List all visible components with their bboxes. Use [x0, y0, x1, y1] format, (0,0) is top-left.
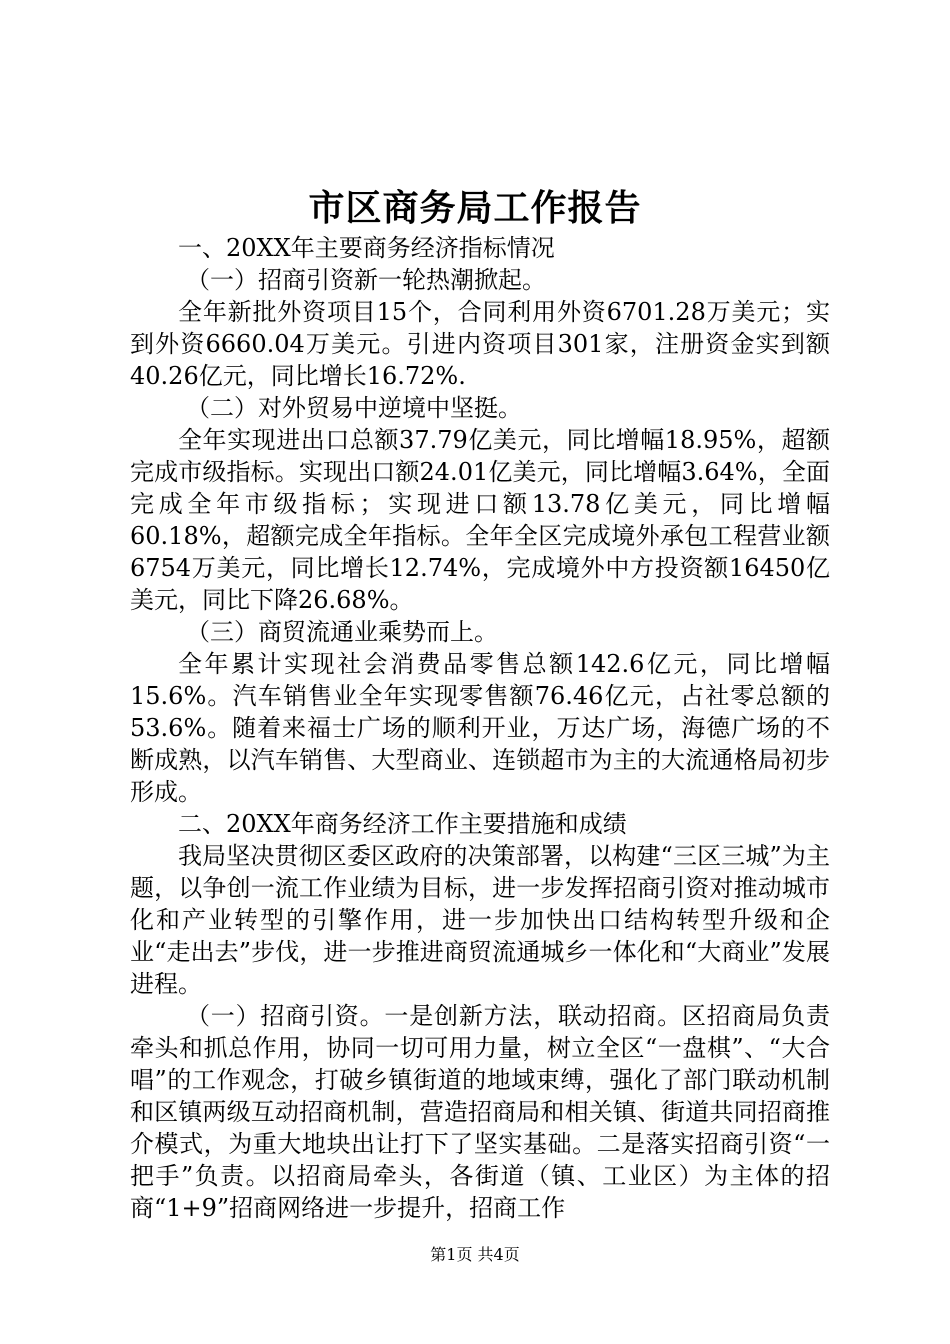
body-paragraph: （一）招商引资。一是创新方法，联动招商。区招商局负责牵头和抓总作用，协同一切可用力量，树立全区“一盘棋”、“大合唱”的工作观念，打破乡镇街道的地域束缚，强化了部门联动机制和区镇两级互动招商机制，营造招商局和相关镇、街道共同招商推介模式，为重大地块出让打下了坚实基础。二是落实招商引资“一把手”负责。以招商局牵头，各街道（镇、工业区）为主体的招商“1+9”招商网络进一步提升，招商工作 [130, 1002, 830, 1222]
section-heading: 二、20XX年商务经济工作主要措施和成绩 [178, 810, 627, 838]
body-paragraph: 全年累计实现社会消费品零售总额142.6亿元，同比增幅15.6%。汽车销售业全年实现零售额76.46亿元，占社零总额的53.6%。随着来福士广场的顺利开业，万达广场，海德广场的不断成熟，以汽车销售、大型商业、连锁超市为主的大流通格局初步形成。 [130, 650, 830, 806]
section-heading: 一、20XX年主要商务经济指标情况 [178, 234, 555, 262]
body-paragraph: 全年新批外资项目15个，合同利用外资6701.28万美元；实到外资6660.04万美元。引进内资项目301家，注册资金实到额40.26亿元，同比增长16.72%. [130, 298, 830, 390]
body-paragraph: 全年实现进出口总额37.79亿美元，同比增幅18.95%，超额完成市级指标。实现出口额24.01亿美元，同比增幅3.64%，全面完成全年市级指标；实现进口额13.78亿美元，同比增幅60.18%，超额完成全年指标。全年全区完成境外承包工程营业额6754万美元，同比增长12.74%，完成境外中方投资额16450亿美元，同比下降26.68%。 [130, 426, 830, 614]
subsection-heading: （二）对外贸易中逆境中坚挺。 [186, 394, 522, 422]
page-footer: 第1页 共4页 [430, 1245, 520, 1264]
subsection-heading: （三）商贸流通业乘势而上。 [186, 618, 498, 646]
document-body [130, 232, 830, 1224]
body-paragraph: 我局坚决贯彻区委区政府的决策部署，以构建“三区三城”为主题，以争创一流工作业绩为目标，进一步发挥招商引资对推动城市化和产业转型的引擎作用，进一步加快出口结构转型升级和企业“走出去”步伐，进一步推进商贸流通城乡一体化和“大商业”发展进程。 [130, 842, 830, 998]
subsection-heading: （一）招商引资新一轮热潮掀起。 [186, 266, 546, 294]
document-title: 市区商务局工作报告 [308, 187, 642, 229]
